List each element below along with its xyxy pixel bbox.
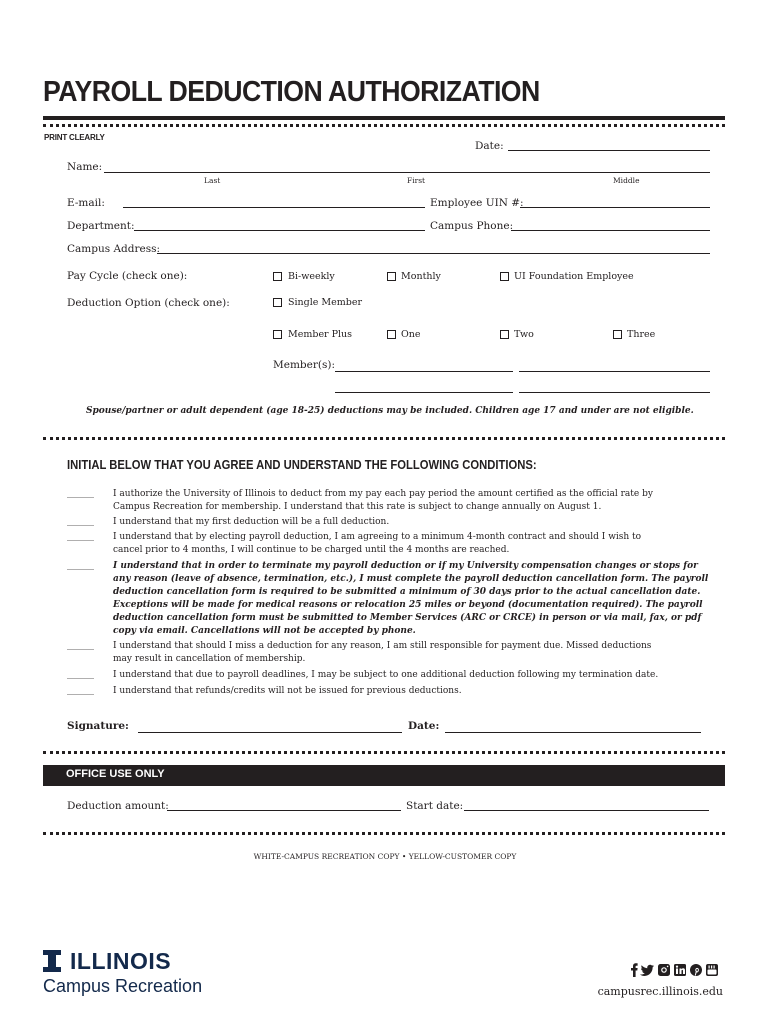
checkbox-plus-three[interactable] (613, 330, 622, 339)
name-field[interactable] (104, 172, 710, 173)
condition-1: I authorize the University of Illinois to deduct from my pay each pay period the amount certified as the official rate by Campus Recreation for membership. I understand that this rate is subject to change annually on August 1. (113, 489, 653, 512)
dotted-divider-2 (43, 437, 725, 440)
instagram-icon (658, 964, 670, 976)
condition-4: I understand that in order to terminate my payroll deduction or if my University compensation changes or stops for any reason (leave of absence, termination, etc.), I must complete the payroll deduction cancellation form. The payroll deduction cancellation form is required to be submitted a minimum of 30 days prior to the actual cancellation date. Exceptions will be made for medical reasons or relocation 25 miles or beyond (documentation required). The payroll deduction cancellation form must be submitted to Member Services (ARC or CRCE) in person or via mail, fax, or pdf copy via email. Cancellations will not be accepted by phone. (113, 561, 709, 636)
option-plus-two: Two (514, 329, 534, 340)
dotted-divider-3 (43, 751, 725, 754)
initial-blank-2[interactable]: ______ (67, 516, 94, 526)
deduction-amount-field[interactable] (167, 810, 401, 811)
campus-recreation-wordmark: Campus Recreation (43, 976, 203, 996)
initial-blank-5[interactable]: ______ (67, 640, 94, 650)
date-label: Date: (475, 140, 504, 152)
block-i-logo-icon (43, 950, 61, 972)
option-ui-foundation: UI Foundation Employee (514, 271, 634, 282)
member-field-2[interactable] (519, 371, 710, 372)
office-use-heading: OFFICE USE ONLY (66, 768, 165, 780)
social-icons (629, 962, 724, 976)
campus-address-label: Campus Address: (67, 243, 161, 255)
name-sub-first: First (407, 176, 426, 185)
uin-label: Employee UIN #: (430, 197, 524, 209)
email-field[interactable] (123, 207, 425, 208)
email-label: E-mail: (67, 197, 105, 209)
spouse-note: Spouse/partner or adult dependent (age 18-25) deductions may be included. Children age 17 and under are not eligible. (86, 406, 694, 416)
deduction-option-label: Deduction Option (check one): (67, 297, 230, 309)
signature-label: Signature: (67, 720, 129, 732)
twitter-icon (640, 965, 654, 976)
members-label: Member(s): (273, 359, 335, 371)
option-biweekly: Bi-weekly (288, 271, 335, 282)
checkbox-monthly[interactable] (387, 272, 396, 281)
condition-3: I understand that by electing payroll deduction, I am agreeing to a minimum 4-month contract and should I wish to cancel prior to 4 months, I will continue to be charged until the 4 months are reached. (113, 532, 642, 555)
condition-7: I understand that refunds/credits will not be issued for previous deductions. (113, 686, 462, 696)
condition-2: I understand that my first deduction will be a full deduction. (113, 517, 390, 527)
facebook-icon (631, 963, 638, 977)
pay-cycle-label: Pay Cycle (check one): (67, 270, 188, 282)
member-field-3[interactable] (335, 392, 513, 393)
condition-6: I understand that due to payroll deadlines, I may be subject to one additional deduction following my termination date. (113, 670, 659, 680)
option-member-plus: Member Plus (288, 329, 353, 340)
dotted-divider (43, 124, 725, 127)
dotted-divider-4 (43, 832, 725, 835)
checkbox-member-plus[interactable] (273, 330, 282, 339)
pinterest-icon (690, 964, 702, 976)
title-rule (43, 116, 725, 120)
initial-blank-3[interactable]: ______ (67, 531, 94, 541)
checkbox-biweekly[interactable] (273, 272, 282, 281)
page-title: PAYROLL DEDUCTION AUTHORIZATION (43, 76, 540, 108)
department-field[interactable] (134, 230, 425, 231)
print-clearly-label: PRINT CLEARLY (44, 133, 105, 142)
campus-phone-field[interactable] (511, 230, 710, 231)
uin-field[interactable] (520, 207, 710, 208)
linkedin-icon (674, 964, 686, 976)
date-field[interactable] (508, 150, 710, 151)
checkbox-plus-two[interactable] (500, 330, 509, 339)
name-sub-middle: Middle (613, 176, 640, 185)
initial-blank-4[interactable]: ______ (67, 560, 94, 570)
deduction-amount-label: Deduction amount: (67, 800, 169, 812)
initial-blank-1[interactable]: ______ (67, 488, 94, 498)
initial-blank-7[interactable]: ______ (67, 685, 94, 695)
department-label: Department: (67, 220, 135, 232)
checkbox-plus-one[interactable] (387, 330, 396, 339)
condition-5: I understand that should I miss a deduction for any reason, I am still responsible for payment due. Missed deductions may result in cancellation of membership. (113, 641, 652, 664)
conditions-heading: INITIAL BELOW THAT YOU AGREE AND UNDERSTAND THE FOLLOWING CONDITIONS: (67, 458, 537, 472)
signature-date-label: Date: (408, 720, 440, 732)
signature-field[interactable] (138, 732, 402, 733)
website-link[interactable]: campusrec.illinois.edu (597, 985, 723, 998)
name-label: Name: (67, 161, 103, 173)
campus-phone-label: Campus Phone: (430, 220, 514, 232)
illinois-wordmark: ILLINOIS (70, 948, 172, 974)
checkbox-single-member[interactable] (273, 298, 282, 307)
start-date-field[interactable] (464, 810, 709, 811)
member-field-4[interactable] (519, 392, 710, 393)
youtube-icon (706, 964, 718, 976)
initial-blank-6[interactable]: ______ (67, 669, 94, 679)
member-field-1[interactable] (335, 371, 513, 372)
campus-address-field[interactable] (157, 253, 710, 254)
checkbox-ui-foundation[interactable] (500, 272, 509, 281)
option-plus-three: Three (627, 329, 656, 340)
name-sub-last: Last (204, 176, 221, 185)
signature-date-field[interactable] (445, 732, 701, 733)
option-single-member: Single Member (288, 297, 363, 308)
start-date-label: Start date: (406, 800, 464, 812)
copy-note: WHITE-CAMPUS RECREATION COPY • YELLOW-CUSTOMER COPY (253, 852, 517, 861)
option-plus-one: One (401, 329, 421, 340)
option-monthly: Monthly (401, 271, 441, 282)
